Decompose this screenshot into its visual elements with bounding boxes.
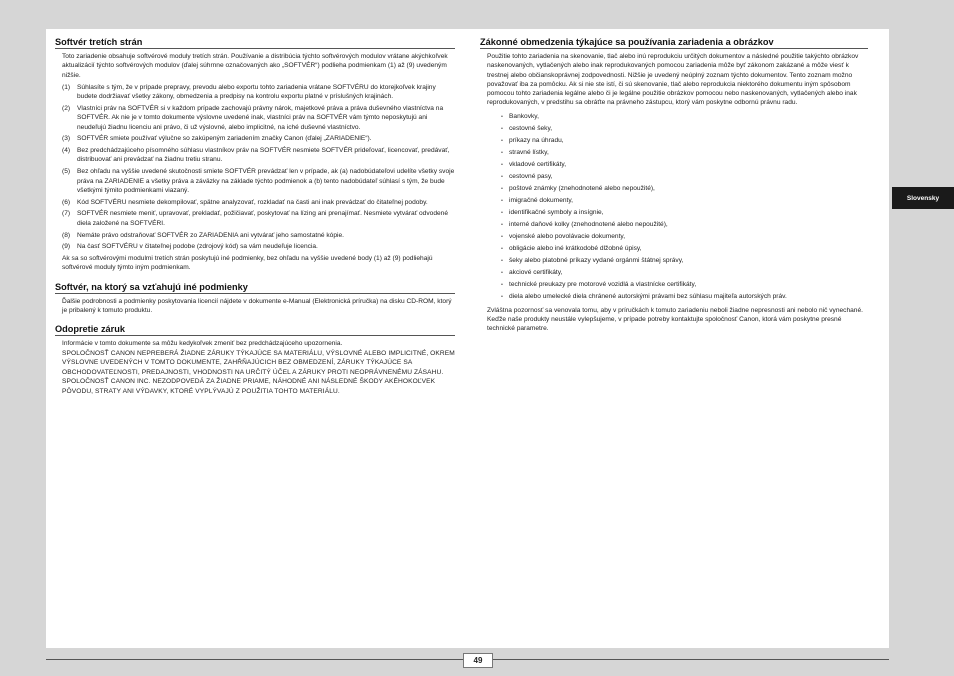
numbered-item — [62, 167, 455, 195]
item-number: (2) — [62, 104, 71, 112]
bullet-item: • technické preukazy pre motorové vozidlá a vlastnícke certifikáty, — [501, 279, 868, 291]
section-legal-restrictions — [480, 37, 868, 334]
section-third-party-software — [55, 37, 455, 273]
bullet-item: • vkladové certifikáty, — [501, 159, 868, 171]
section-other-terms-software — [55, 282, 455, 316]
item-text: Vlastníci práv na SOFTVÉR si v každom prípade zachovajú právny nárok, majetkové práva a práva duševného vlastníctva na SOFTVÉR. Ak nie je v tomto dokumente výslovne uvedené inak, vlastníci práv na SOFTVÉR vám týmto neposkytujú ani neudeľujú žiadnu licenciu ani právo, či už výslovné, alebo implicitné, na iché duševné vlastníctvo. — [77, 104, 444, 131]
bullet-item: • poštové známky (znehodnotené alebo nepoužité), — [501, 183, 868, 195]
bullet-item: • diela alebo umelecké diela chránené autorskými právami bez súhlasu majiteľa autorských práv. — [501, 291, 868, 303]
disclaimer-caps-paragraph: SPOLOČNOSŤ CANON NEPREBERÁ ŽIADNE ZÁRUKY TÝKAJÚCE SA MATERIÁLU, VÝSLOVNÉ ALEBO IMPLICITNÉ, OKREM VÝSLOVNE UVEDENÝCH V TOMTO DOKUMENTE, ZAHŔŇAJÚCICH BEZ OBMEDZENÍ, ZÁRUKY TÝKAJÚCE SA OBCHODOVATEĽNOSTI, PREDAJNOSTI, VHODNOSTI NA URČITÝ ÚČEL A ZÁRUKY PROTI NEOPRÁVNENÉMU ZÁSAHU. SPOLOČNOSŤ CANON INC. NEZODPOVEDÁ ZA ŽIADNE PRIAME, NÁHODNÉ ANI NÁSLEDNÉ ŠKODY AKÉHOKOĽVEK PÔVODU, STRATY ANI VÝDAVKY, KTORÉ VYPLÝVAJÚ Z POUŽITIA TOHTO MATERIÁLU. — [62, 349, 455, 395]
item-number: (5) — [62, 168, 71, 176]
numbered-item — [62, 242, 455, 251]
numbered-item — [62, 134, 455, 143]
item-text: SOFTVÉR smiete používať výlučne so zakúpeným zariadením značky Canon (ďalej „ZARIADENIE“). — [77, 135, 372, 143]
bullet-item: • cestovné šeky, — [501, 123, 868, 135]
outro-paragraph: Ak sa so softvérovými modulmi tretích strán poskytujú iné podmienky, bez ohľadu na vyššie uvedené body (1) až (9) podliehajú softvérové moduly týmto iným podmienkam. — [62, 255, 433, 272]
bullet-item: • imigračné dokumenty, — [501, 195, 868, 207]
numbered-item — [62, 83, 455, 102]
item-number: (1) — [62, 83, 71, 91]
item-text: Nemáte právo odstraňovať SOFTVÉR zo ZARIADENIA ani vytvárať jeho samostatné kópie. — [77, 231, 344, 239]
page-number: 49 — [463, 653, 493, 668]
bullet-item: • akciové certifikáty, — [501, 267, 868, 279]
bullet-item: • Bankovky, — [501, 111, 868, 123]
numbered-item — [62, 146, 455, 165]
bullet-item: • šeky alebo platobné príkazy vydané orgánmi štátnej správy, — [501, 255, 868, 267]
item-text: Na časť SOFTVÉRU v čitateľnej podobe (zdrojový kód) sa vám neudeľuje licencia. — [77, 243, 318, 251]
bullet-list — [487, 111, 868, 303]
section-title: Softvér tretích strán — [55, 37, 455, 49]
section-title: Zákonné obmedzenia týkajúce sa používania zariadenia a obrázkov — [480, 37, 868, 49]
intro-paragraph: Použitie tohto zariadenia na skenovanie, tlač alebo inú reprodukciu určitých dokumentov a následné použitie takýchto obrázkov naskenovaných, vytlačených alebo inak reprodukovaných pomocou zariadenia môže byť zákonom zakázané a môže viesť k trestnej alebo občianskoprávnej zodpovednosti. Nižšie je uvedený neúplný zoznam týchto dokumentov. Tento zoznam možno považovať iba za pomôcku. Ak si nie ste istí, či sú skenovanie, tlač alebo reprodukcia niektorého dokumentu iným spôsobom pomocou tohto zariadenia legálne alebo či je legálne použitie obrázkov pomocou nebo naskenovaných, vytlačených alebo inak reprodukovaných, v predstihu sa obráťte na právneho zástupcu, ktorý vám poskytne odbornú právnu radu. — [487, 53, 859, 107]
bullet-item: • cestovné pasy, — [501, 171, 868, 183]
item-text: SOFTVÉR nesmiete meniť, upravovať, prekladať, požičiavať, poskytovať na lízing ani prenajímať. Nesmiete vytvárať odvodené diela založené na SOFTVÉRI. — [77, 210, 448, 227]
bullet-item: • interné daňové kolky (znehodnotené alebo nepoužité), — [501, 219, 868, 231]
bullet-item: • identifikačné symboly a insígnie, — [501, 207, 868, 219]
bullet-item: • príkazy na úhradu, — [501, 135, 868, 147]
item-text: Kód SOFTVÉRU nesmiete dekompilovať, spätne analyzovať, rozkladať na časti ani inak prevádzať do čitateľnej podoby. — [77, 198, 428, 206]
outro-paragraph: Zvláštna pozornosť sa venovala tomu, aby v príručkách k tomuto zariadeniu neboli žiadne nepresnosti ani nebolo nič vynechané. Keďže naše produkty neustále vylepšujeme, v prípade potreby kontaktujte spoločnosť Canon, ktorá vám poskytne presné technické parametre. — [487, 306, 863, 333]
right-column — [480, 37, 868, 343]
left-column — [55, 37, 455, 406]
item-number: (8) — [62, 231, 71, 239]
section-title: Softvér, na ktorý sa vzťahujú iné podmienky — [55, 282, 455, 294]
language-tab: Slovensky — [892, 187, 954, 209]
item-text: Bez predchádzajúceho písomného súhlasu vlastníkov práv na SOFTVÉR nesmiete SOFTVÉR prideľovať, licencovať, predávať, distribuovať ani prevádzať na žiadnu tretiu stranu. — [77, 147, 450, 164]
item-number: (6) — [62, 198, 71, 206]
numbered-item — [62, 231, 455, 240]
bullet-item: • vojenské alebo povolávacie dokumenty, — [501, 231, 868, 243]
numbered-item — [62, 104, 455, 132]
item-text: Súhlasíte s tým, že v prípade prepravy, prevodu alebo exportu tohto zariadenia vrátane SOFTVÉRU do ktorejkoľvek krajiny budete dodržiavať všetky zákony, obmedzenia a predpisy na kontrolu exportu platné v príslušných krajinách. — [77, 83, 436, 101]
item-number: (4) — [62, 147, 71, 155]
section-disclaimer — [55, 324, 455, 396]
numbered-list — [62, 83, 455, 252]
bullet-item: • obligácie alebo iné krátkodobé dlžobné úpisy, — [501, 243, 868, 255]
item-text: Bez ohľadu na vyššie uvedené skutočnosti smiete SOFTVÉR prevádzať len v prípade, ak (a) nadobúdateľovi udelíte všetky svoje práva na ZARIADENIE a všetky práva a záväzky na základe týchto podmienok a (b) tento nadobúdateľ súhlasí s tým, že bude všetkými týmito podmienkami viazaný. — [77, 168, 455, 194]
intro-paragraph: Toto zariadenie obsahuje softvérové moduly tretích strán. Používanie a distribúcia týchto softvérových modulov vrátane akýchkoľvek aktualizácií týchto softvérových modulov (ďalej súhrnne označovaných ako „SOFTVÉR“) podlieha podmienkam (1) až (9) uvedeným nižšie. — [62, 53, 448, 79]
bullet-item: • stravné lístky, — [501, 147, 868, 159]
item-number: (3) — [62, 135, 71, 143]
numbered-item — [62, 198, 455, 207]
document-page — [46, 29, 889, 648]
numbered-item — [62, 209, 455, 228]
paragraph: Informácie v tomto dokumente sa môžu kedykoľvek zmeniť bez predchádzajúceho upozornenia. — [62, 340, 343, 348]
item-number: (9) — [62, 243, 71, 251]
paragraph: Ďalšie podrobnosti a podmienky poskytovania licencií nájdete v dokumente e-Manual (Elektronická príručka) na disku CD-ROM, ktorý je pribalený k tomuto produktu. — [62, 297, 452, 315]
item-number: (7) — [62, 210, 71, 218]
section-title: Odopretie záruk — [55, 324, 455, 336]
